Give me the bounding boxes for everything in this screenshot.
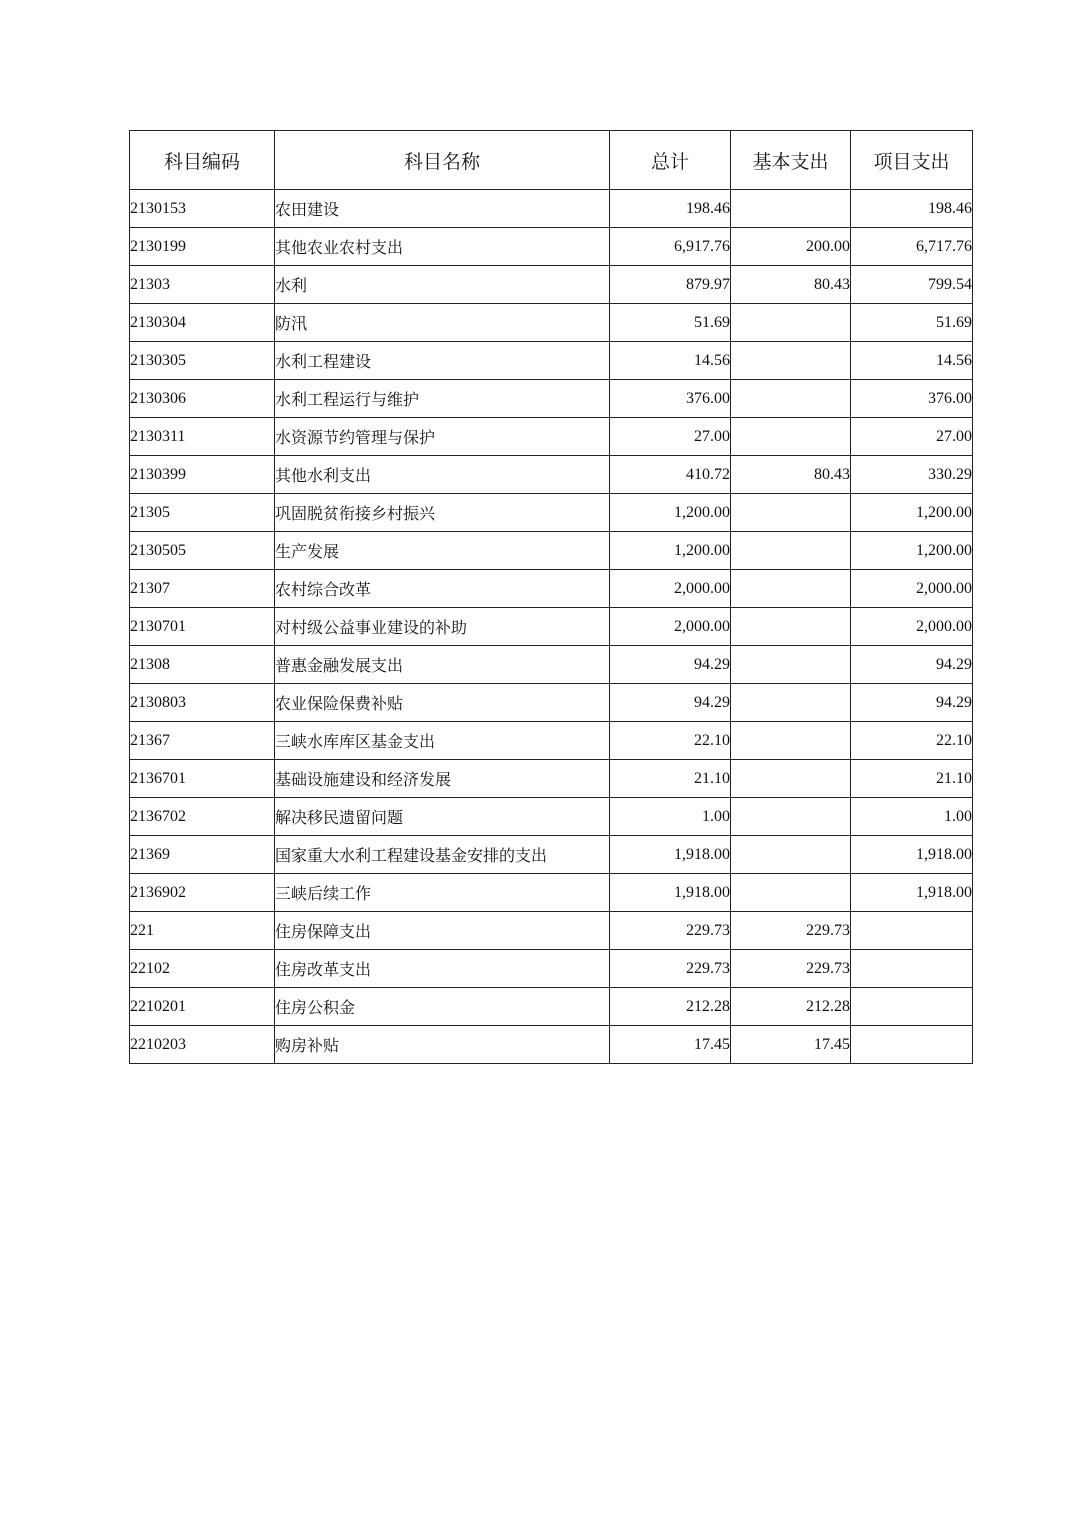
row-total: 879.97: [610, 266, 731, 304]
row-basic: 80.43: [731, 456, 851, 494]
row-code: 2130199: [130, 228, 275, 266]
row-project: 2,000.00: [851, 608, 973, 646]
header-total: 总计: [610, 131, 731, 190]
row-project: 1,200.00: [851, 494, 973, 532]
row-total: 1,200.00: [610, 494, 731, 532]
row-total: 27.00: [610, 418, 731, 456]
row-total: 6,917.76: [610, 228, 731, 266]
table-row: [130, 1026, 973, 1064]
row-name: 三峡水库库区基金支出: [275, 722, 610, 760]
row-code: 2136702: [130, 798, 275, 836]
row-total: 1,200.00: [610, 532, 731, 570]
row-code: 21305: [130, 494, 275, 532]
row-name: 住房公积金: [275, 988, 610, 1026]
row-name: 三峡后续工作: [275, 874, 610, 912]
row-basic: 229.73: [731, 912, 851, 950]
row-project: 27.00: [851, 418, 973, 456]
row-name: 水利工程运行与维护: [275, 380, 610, 418]
row-total: 1,918.00: [610, 874, 731, 912]
row-code: 2130305: [130, 342, 275, 380]
row-name: 生产发展: [275, 532, 610, 570]
row-name: 防汛: [275, 304, 610, 342]
row-name: 购房补贴: [275, 1026, 610, 1064]
table-row: [130, 874, 973, 912]
row-basic: [731, 646, 851, 684]
row-code: 21369: [130, 836, 275, 874]
table-row: [130, 798, 973, 836]
row-total: 212.28: [610, 988, 731, 1026]
row-project: 14.56: [851, 342, 973, 380]
row-basic: 212.28: [731, 988, 851, 1026]
row-code: 221: [130, 912, 275, 950]
row-project: 1,200.00: [851, 532, 973, 570]
row-project: 376.00: [851, 380, 973, 418]
header-project: 项目支出: [851, 131, 973, 190]
table-row: [130, 342, 973, 380]
row-basic: [731, 684, 851, 722]
row-project: 1,918.00: [851, 874, 973, 912]
row-total: 376.00: [610, 380, 731, 418]
row-code: 2210203: [130, 1026, 275, 1064]
row-project: [851, 912, 973, 950]
table-row: [130, 266, 973, 304]
table-row: [130, 950, 973, 988]
table-row: [130, 380, 973, 418]
row-project: [851, 1026, 973, 1064]
table-row: [130, 494, 973, 532]
row-name: 其他农业农村支出: [275, 228, 610, 266]
row-basic: [731, 608, 851, 646]
table-row: [130, 912, 973, 950]
row-project: [851, 988, 973, 1026]
row-code: 21303: [130, 266, 275, 304]
header-name: 科目名称: [275, 131, 610, 190]
row-basic: [731, 380, 851, 418]
row-basic: [731, 418, 851, 456]
row-name: 农田建设: [275, 190, 610, 228]
row-total: 1.00: [610, 798, 731, 836]
row-name: 国家重大水利工程建设基金安排的支出: [275, 836, 610, 874]
row-total: 94.29: [610, 684, 731, 722]
row-name: 对村级公益事业建设的补助: [275, 608, 610, 646]
row-total: 14.56: [610, 342, 731, 380]
row-basic: 80.43: [731, 266, 851, 304]
row-code: 2130505: [130, 532, 275, 570]
row-total: 94.29: [610, 646, 731, 684]
table-row: [130, 532, 973, 570]
header-code: 科目编码: [130, 131, 275, 190]
table-row: [130, 988, 973, 1026]
row-name: 水利工程建设: [275, 342, 610, 380]
row-basic: [731, 760, 851, 798]
row-basic: [731, 342, 851, 380]
row-code: 21367: [130, 722, 275, 760]
row-basic: 229.73: [731, 950, 851, 988]
row-basic: [731, 722, 851, 760]
row-code: 2130153: [130, 190, 275, 228]
row-code: 2130399: [130, 456, 275, 494]
row-total: 22.10: [610, 722, 731, 760]
row-basic: [731, 798, 851, 836]
table-row: [130, 836, 973, 874]
row-code: 2210201: [130, 988, 275, 1026]
row-code: 2130304: [130, 304, 275, 342]
row-name: 农业保险保费补贴: [275, 684, 610, 722]
row-project: 1.00: [851, 798, 973, 836]
table-row: [130, 722, 973, 760]
row-project: 21.10: [851, 760, 973, 798]
row-project: 198.46: [851, 190, 973, 228]
row-basic: [731, 836, 851, 874]
row-code: 2130803: [130, 684, 275, 722]
row-basic: [731, 874, 851, 912]
table-row: [130, 456, 973, 494]
row-project: 1,918.00: [851, 836, 973, 874]
row-project: 22.10: [851, 722, 973, 760]
row-name: 巩固脱贫衔接乡村振兴: [275, 494, 610, 532]
row-code: 2136701: [130, 760, 275, 798]
table-row: [130, 760, 973, 798]
row-code: 21308: [130, 646, 275, 684]
row-basic: 17.45: [731, 1026, 851, 1064]
row-basic: 200.00: [731, 228, 851, 266]
row-basic: [731, 304, 851, 342]
row-name: 基础设施建设和经济发展: [275, 760, 610, 798]
row-name: 解决移民遗留问题: [275, 798, 610, 836]
table-row: [130, 608, 973, 646]
row-project: 330.29: [851, 456, 973, 494]
row-basic: [731, 570, 851, 608]
row-name: 普惠金融发展支出: [275, 646, 610, 684]
row-code: 2130306: [130, 380, 275, 418]
table-row: [130, 228, 973, 266]
row-total: 51.69: [610, 304, 731, 342]
row-project: 94.29: [851, 684, 973, 722]
budget-table: [129, 130, 973, 1064]
row-basic: [731, 494, 851, 532]
row-total: 1,918.00: [610, 836, 731, 874]
row-name: 住房保障支出: [275, 912, 610, 950]
table-row: [130, 418, 973, 456]
row-name: 其他水利支出: [275, 456, 610, 494]
table-row: [130, 570, 973, 608]
row-total: 2,000.00: [610, 608, 731, 646]
row-project: 2,000.00: [851, 570, 973, 608]
row-project: 6,717.76: [851, 228, 973, 266]
row-code: 21307: [130, 570, 275, 608]
row-name: 水利: [275, 266, 610, 304]
row-code: 22102: [130, 950, 275, 988]
table-row: [130, 646, 973, 684]
table-row: [130, 304, 973, 342]
row-name: 住房改革支出: [275, 950, 610, 988]
row-project: [851, 950, 973, 988]
row-total: 229.73: [610, 912, 731, 950]
row-code: 2130311: [130, 418, 275, 456]
row-total: 21.10: [610, 760, 731, 798]
row-total: 2,000.00: [610, 570, 731, 608]
row-total: 229.73: [610, 950, 731, 988]
table-row: [130, 190, 973, 228]
row-total: 17.45: [610, 1026, 731, 1064]
row-project: 94.29: [851, 646, 973, 684]
row-code: 2136902: [130, 874, 275, 912]
row-name: 水资源节约管理与保护: [275, 418, 610, 456]
table-row: [130, 684, 973, 722]
row-code: 2130701: [130, 608, 275, 646]
row-total: 410.72: [610, 456, 731, 494]
table-header-row: [130, 131, 973, 190]
row-total: 198.46: [610, 190, 731, 228]
row-basic: [731, 532, 851, 570]
header-basic: 基本支出: [731, 131, 851, 190]
row-name: 农村综合改革: [275, 570, 610, 608]
row-project: 51.69: [851, 304, 973, 342]
row-project: 799.54: [851, 266, 973, 304]
row-basic: [731, 190, 851, 228]
